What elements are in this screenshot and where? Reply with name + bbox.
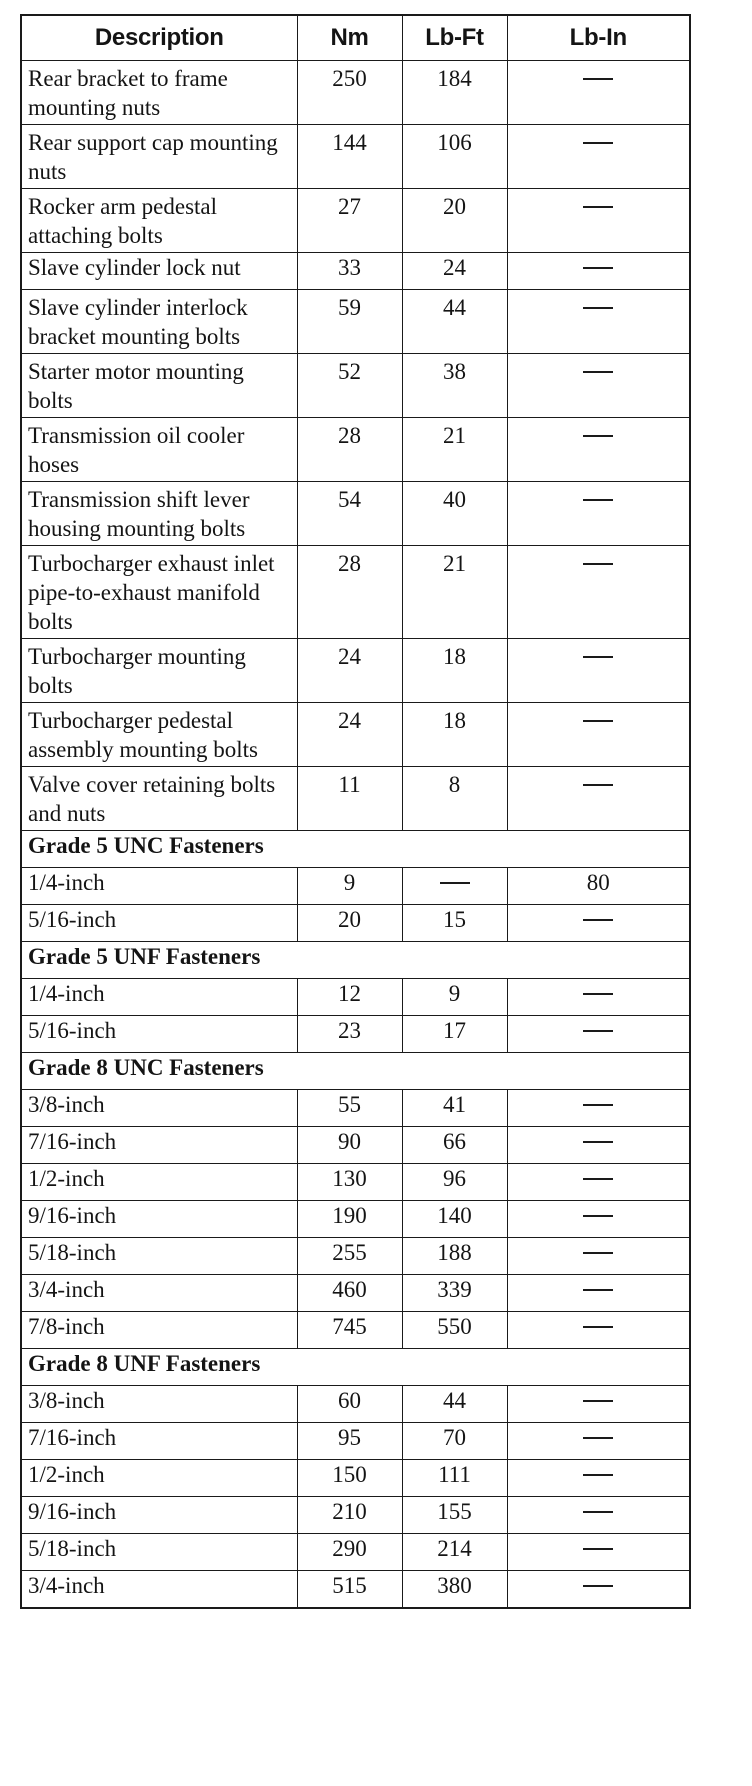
description-cell: 1/4-inch	[21, 868, 297, 905]
lb-ft-cell: 140	[402, 1201, 507, 1238]
lb-in-cell	[507, 354, 690, 418]
lb-in-cell	[507, 1534, 690, 1571]
table-row	[21, 868, 690, 905]
lb-ft-cell: 18	[402, 639, 507, 703]
table-row	[21, 1460, 690, 1497]
lb-in-cell	[507, 125, 690, 189]
dash-mark	[583, 1215, 613, 1217]
lb-ft-cell: 41	[402, 1090, 507, 1127]
section-header-row	[21, 1053, 690, 1090]
lb-in-cell	[507, 703, 690, 767]
nm-cell: 745	[297, 1312, 402, 1349]
dash-mark	[583, 784, 613, 786]
lb-in-cell	[507, 1423, 690, 1460]
nm-cell: 28	[297, 418, 402, 482]
lb-in-cell	[507, 1386, 690, 1423]
lb-ft-cell: 44	[402, 290, 507, 354]
description-cell: 3/4-inch	[21, 1275, 297, 1312]
lb-ft-cell: 111	[402, 1460, 507, 1497]
lb-ft-cell	[402, 868, 507, 905]
dash-mark	[583, 1585, 613, 1587]
lb-ft-cell: 155	[402, 1497, 507, 1534]
lb-in-cell	[507, 418, 690, 482]
lb-ft-cell: 550	[402, 1312, 507, 1349]
column-header-lb-ft: Lb-Ft	[402, 15, 507, 61]
nm-cell: 12	[297, 979, 402, 1016]
dash-mark	[583, 993, 613, 995]
lb-ft-cell: 40	[402, 482, 507, 546]
description-cell: 3/8-inch	[21, 1386, 297, 1423]
nm-cell: 60	[297, 1386, 402, 1423]
nm-cell: 27	[297, 189, 402, 253]
description-cell: Transmission shift lever housing mounting bolts	[21, 482, 297, 546]
nm-cell: 90	[297, 1127, 402, 1164]
table-row	[21, 767, 690, 831]
table-row	[21, 1497, 690, 1534]
description-cell: 5/18-inch	[21, 1238, 297, 1275]
lb-in-cell	[507, 253, 690, 290]
dash-mark	[583, 1437, 613, 1439]
lb-in-cell	[507, 1201, 690, 1238]
dash-mark	[440, 882, 470, 884]
table-row	[21, 1275, 690, 1312]
torque-specification-table	[20, 14, 691, 1609]
description-cell: 9/16-inch	[21, 1201, 297, 1238]
description-cell: Starter motor mounting bolts	[21, 354, 297, 418]
nm-cell: 290	[297, 1534, 402, 1571]
nm-cell: 250	[297, 61, 402, 125]
lb-in-cell	[507, 1164, 690, 1201]
nm-cell: 95	[297, 1423, 402, 1460]
lb-ft-cell: 24	[402, 253, 507, 290]
dash-mark	[583, 1511, 613, 1513]
dash-mark	[583, 1178, 613, 1180]
lb-ft-cell: 8	[402, 767, 507, 831]
lb-ft-cell: 339	[402, 1275, 507, 1312]
table-row	[21, 1201, 690, 1238]
nm-cell: 190	[297, 1201, 402, 1238]
description-cell: Rocker arm pedestal attaching bolts	[21, 189, 297, 253]
section-header-row	[21, 831, 690, 868]
description-cell: Transmission oil cooler hoses	[21, 418, 297, 482]
description-cell: Rear support cap mounting nuts	[21, 125, 297, 189]
table-row	[21, 703, 690, 767]
dash-mark	[583, 499, 613, 501]
lb-in-cell	[507, 1238, 690, 1275]
description-cell: Turbocharger exhaust inlet pipe-to-exhaust manifold bolts	[21, 546, 297, 639]
table-row	[21, 1238, 690, 1275]
lb-ft-cell: 21	[402, 418, 507, 482]
lb-ft-cell: 15	[402, 905, 507, 942]
section-header-row	[21, 942, 690, 979]
nm-cell: 28	[297, 546, 402, 639]
dash-mark	[583, 1548, 613, 1550]
description-cell: Slave cylinder interlock bracket mounting bolts	[21, 290, 297, 354]
lb-in-cell	[507, 1497, 690, 1534]
description-cell: Turbocharger mounting bolts	[21, 639, 297, 703]
description-cell: 9/16-inch	[21, 1497, 297, 1534]
nm-cell: 24	[297, 703, 402, 767]
table-row	[21, 418, 690, 482]
lb-in-cell	[507, 639, 690, 703]
table-row	[21, 1571, 690, 1609]
dash-mark	[583, 206, 613, 208]
table-row	[21, 482, 690, 546]
nm-cell: 20	[297, 905, 402, 942]
dash-mark	[583, 371, 613, 373]
lb-ft-cell: 184	[402, 61, 507, 125]
table-row	[21, 354, 690, 418]
table-row	[21, 1534, 690, 1571]
description-cell: 5/16-inch	[21, 905, 297, 942]
table-row	[21, 639, 690, 703]
dash-mark	[583, 142, 613, 144]
table-body	[21, 61, 690, 1609]
nm-cell: 210	[297, 1497, 402, 1534]
lb-ft-cell: 21	[402, 546, 507, 639]
lb-in-cell	[507, 61, 690, 125]
lb-in-cell	[507, 1090, 690, 1127]
dash-mark	[583, 78, 613, 80]
dash-mark	[583, 1252, 613, 1254]
table-row	[21, 1016, 690, 1053]
nm-cell: 515	[297, 1571, 402, 1609]
description-cell: 5/16-inch	[21, 1016, 297, 1053]
dash-mark	[583, 1326, 613, 1328]
table-row	[21, 61, 690, 125]
lb-ft-cell: 9	[402, 979, 507, 1016]
lb-in-cell	[507, 189, 690, 253]
section-title: Grade 5 UNF Fasteners	[21, 942, 690, 979]
nm-cell: 11	[297, 767, 402, 831]
lb-in-cell	[507, 482, 690, 546]
table-header	[21, 15, 690, 61]
table-row	[21, 1090, 690, 1127]
lb-in-cell	[507, 1016, 690, 1053]
lb-in-cell	[507, 979, 690, 1016]
description-cell: 7/16-inch	[21, 1423, 297, 1460]
dash-mark	[583, 1400, 613, 1402]
description-cell: 3/8-inch	[21, 1090, 297, 1127]
column-header-nm: Nm	[297, 15, 402, 61]
nm-cell: 460	[297, 1275, 402, 1312]
description-cell: 3/4-inch	[21, 1571, 297, 1609]
nm-cell: 33	[297, 253, 402, 290]
nm-cell: 255	[297, 1238, 402, 1275]
lb-in-cell	[507, 1571, 690, 1609]
lb-ft-cell: 17	[402, 1016, 507, 1053]
lb-in-cell	[507, 1312, 690, 1349]
dash-mark	[583, 919, 613, 921]
description-cell: 7/8-inch	[21, 1312, 297, 1349]
table-row	[21, 1423, 690, 1460]
description-cell: 1/4-inch	[21, 979, 297, 1016]
description-cell: Rear bracket to frame mounting nuts	[21, 61, 297, 125]
nm-cell: 130	[297, 1164, 402, 1201]
lb-in-cell	[507, 546, 690, 639]
lb-ft-cell: 44	[402, 1386, 507, 1423]
dash-mark	[583, 720, 613, 722]
nm-cell: 54	[297, 482, 402, 546]
nm-cell: 24	[297, 639, 402, 703]
column-header-description: Description	[21, 15, 297, 61]
lb-ft-cell: 380	[402, 1571, 507, 1609]
description-cell: 7/16-inch	[21, 1127, 297, 1164]
lb-ft-cell: 20	[402, 189, 507, 253]
dash-mark	[583, 1104, 613, 1106]
description-cell: Slave cylinder lock nut	[21, 253, 297, 290]
lb-in-cell	[507, 1460, 690, 1497]
table-row	[21, 979, 690, 1016]
table-row	[21, 546, 690, 639]
dash-mark	[583, 1030, 613, 1032]
table-row	[21, 290, 690, 354]
table-row	[21, 1127, 690, 1164]
dash-mark	[583, 1474, 613, 1476]
table-row	[21, 125, 690, 189]
lb-in-cell	[507, 1275, 690, 1312]
lb-ft-cell: 18	[402, 703, 507, 767]
nm-cell: 23	[297, 1016, 402, 1053]
dash-mark	[583, 656, 613, 658]
description-cell: 1/2-inch	[21, 1460, 297, 1497]
table-row	[21, 905, 690, 942]
lb-in-cell	[507, 905, 690, 942]
description-cell: Turbocharger pedestal assembly mounting bolts	[21, 703, 297, 767]
table-row	[21, 1386, 690, 1423]
lb-ft-cell: 106	[402, 125, 507, 189]
dash-mark	[583, 1141, 613, 1143]
nm-cell: 144	[297, 125, 402, 189]
nm-cell: 55	[297, 1090, 402, 1127]
lb-in-cell	[507, 1127, 690, 1164]
column-header-lb-in: Lb-In	[507, 15, 690, 61]
table-row	[21, 189, 690, 253]
lb-in-cell	[507, 290, 690, 354]
lb-in-cell: 80	[507, 868, 690, 905]
header-row	[21, 15, 690, 61]
lb-in-cell	[507, 767, 690, 831]
dash-mark	[583, 307, 613, 309]
lb-ft-cell: 70	[402, 1423, 507, 1460]
section-title: Grade 8 UNF Fasteners	[21, 1349, 690, 1386]
table-row	[21, 1312, 690, 1349]
nm-cell: 9	[297, 868, 402, 905]
table-row	[21, 253, 690, 290]
dash-mark	[583, 563, 613, 565]
description-cell: Valve cover retaining bolts and nuts	[21, 767, 297, 831]
description-cell: 1/2-inch	[21, 1164, 297, 1201]
lb-ft-cell: 214	[402, 1534, 507, 1571]
lb-ft-cell: 188	[402, 1238, 507, 1275]
section-title: Grade 5 UNC Fasteners	[21, 831, 690, 868]
lb-ft-cell: 96	[402, 1164, 507, 1201]
description-cell: 5/18-inch	[21, 1534, 297, 1571]
table-row	[21, 1164, 690, 1201]
dash-mark	[583, 435, 613, 437]
lb-ft-cell: 66	[402, 1127, 507, 1164]
section-header-row	[21, 1349, 690, 1386]
section-title: Grade 8 UNC Fasteners	[21, 1053, 690, 1090]
dash-mark	[583, 1289, 613, 1291]
nm-cell: 59	[297, 290, 402, 354]
nm-cell: 52	[297, 354, 402, 418]
lb-ft-cell: 38	[402, 354, 507, 418]
dash-mark	[583, 267, 613, 269]
nm-cell: 150	[297, 1460, 402, 1497]
